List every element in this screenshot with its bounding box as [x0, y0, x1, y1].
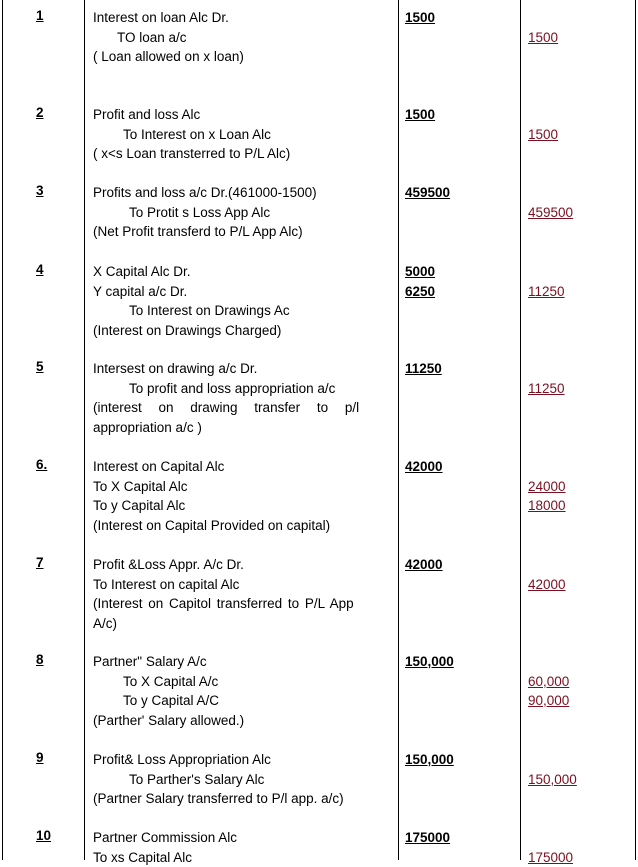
- border-left: [2, 0, 3, 860]
- credit-value: [528, 652, 569, 672]
- particular-line: To Interest on capital Alc: [93, 575, 393, 595]
- particulars: [93, 652, 393, 730]
- particular-line: Profit& Loss Appropriation Alc: [93, 750, 393, 770]
- credit-value: 1500: [528, 28, 558, 48]
- credit-value: [528, 183, 573, 203]
- particulars: [93, 828, 393, 867]
- particular-line: To Interest on Drawings Ac: [93, 301, 393, 321]
- particular-line: (Parther' Salary allowed.): [93, 711, 393, 731]
- debit-value: 175000: [405, 828, 450, 848]
- particular-line: Profit &Loss Appr. A/c Dr.: [93, 555, 393, 575]
- particular-line: To X Capital A/c: [93, 672, 393, 692]
- credit-amount: [528, 262, 565, 301]
- debit-amount: [405, 828, 450, 848]
- particular-line: appropriation a/c ): [93, 418, 393, 438]
- credit-value: 42000: [528, 575, 566, 595]
- debit-value: 459500: [405, 183, 450, 203]
- particular-line: (Interest on Drawings Charged): [93, 321, 393, 341]
- particular-line: To profit and loss appropriation a/c: [93, 379, 393, 399]
- particulars: [93, 457, 393, 535]
- particular-line: A/c): [93, 614, 393, 634]
- credit-value: [528, 750, 577, 770]
- credit-value: 24000: [528, 477, 566, 497]
- credit-value: 1500: [528, 125, 558, 145]
- particular-line: (Net Profit transferd to P/L App Alc): [93, 222, 393, 242]
- credit-value: 60,000: [528, 672, 569, 692]
- particulars: [93, 105, 393, 164]
- particular-line: Partner Commission Alc: [93, 828, 393, 848]
- debit-amount: [405, 457, 443, 477]
- entry-number: 4: [36, 262, 44, 277]
- particular-line: To xs Capital Alc: [93, 848, 393, 867]
- debit-value: 42000: [405, 457, 443, 477]
- particulars: [93, 183, 393, 242]
- particular-line: To X Capital Alc: [93, 477, 393, 497]
- particular-line: To Parther's Salary Alc: [93, 770, 393, 790]
- credit-value: [528, 457, 566, 477]
- particular-line: TO loan a/c: [93, 28, 393, 48]
- particular-line: Y capital a/c Dr.: [93, 282, 393, 302]
- credit-amount: [528, 8, 558, 47]
- credit-value: [528, 828, 573, 848]
- particulars: [93, 359, 393, 437]
- particular-line: Profit and loss Alc: [93, 105, 393, 125]
- debit-value: 1500: [405, 105, 435, 125]
- debit-value: 11250: [405, 359, 442, 379]
- debit-value: 6250: [405, 282, 435, 302]
- particular-line: Partner" Salary A/c: [93, 652, 393, 672]
- particular-line: Interest on loan Alc Dr.: [93, 8, 393, 28]
- particulars: [93, 262, 393, 340]
- credit-value: [528, 359, 565, 379]
- particulars: [93, 555, 393, 633]
- particular-line: Interest on Capital Alc: [93, 457, 393, 477]
- debit-value: 5000: [405, 262, 435, 282]
- credit-value: 18000: [528, 496, 566, 516]
- column-divider-3: [520, 0, 521, 860]
- debit-amount: [405, 183, 450, 203]
- particular-line: ( x<s Loan transterred to P/L Alc): [93, 144, 393, 164]
- debit-amount: [405, 262, 435, 301]
- credit-amount: [528, 105, 558, 144]
- credit-value: 175000: [528, 848, 573, 867]
- debit-amount: [405, 105, 435, 125]
- credit-amount: [528, 183, 573, 222]
- particular-line: X Capital Alc Dr.: [93, 262, 393, 282]
- credit-value: [528, 555, 566, 575]
- debit-amount: [405, 359, 442, 379]
- credit-amount: [528, 359, 565, 398]
- credit-amount: [528, 828, 573, 867]
- entry-number: 7: [36, 555, 44, 570]
- entry-number: 1: [36, 8, 44, 23]
- credit-amount: [528, 750, 577, 789]
- debit-value: 150,000: [405, 750, 454, 770]
- entry-number: 5: [36, 359, 44, 374]
- particular-line: (interest on drawing transfer to p/l: [93, 398, 393, 418]
- credit-amount: [528, 457, 566, 516]
- credit-value: 11250: [528, 282, 565, 302]
- particulars: [93, 750, 393, 809]
- particulars: [93, 8, 393, 67]
- particular-line: (Partner Salary transferred to P/l app. a/c): [93, 789, 393, 809]
- credit-value: [528, 105, 558, 125]
- particular-line: Profits and loss a/c Dr.(461000-1500): [93, 183, 393, 203]
- entry-number: 6.: [36, 457, 47, 472]
- border-right: [635, 0, 636, 860]
- credit-value: [528, 262, 565, 282]
- credit-value: 90,000: [528, 691, 569, 711]
- entry-number: 8: [36, 652, 44, 667]
- entry-number: 3: [36, 183, 44, 198]
- column-divider-2: [398, 0, 399, 860]
- particular-line: (Interest on Capitol transferred to P/L App: [93, 594, 393, 614]
- column-divider-1: [84, 0, 85, 860]
- particular-line: To y Capital Alc: [93, 496, 393, 516]
- credit-value: 459500: [528, 203, 573, 223]
- debit-amount: [405, 555, 443, 575]
- particular-line: To y Capital A/C: [93, 691, 393, 711]
- particular-line: To Protit s Loss App Alc: [93, 203, 393, 223]
- entry-number: 10: [36, 828, 51, 843]
- debit-amount: [405, 8, 435, 28]
- particular-line: Intersest on drawing a/c Dr.: [93, 359, 393, 379]
- credit-amount: [528, 652, 569, 711]
- particular-line: (Interest on Capital Provided on capital): [93, 516, 393, 536]
- credit-amount: [528, 555, 566, 594]
- credit-value: 11250: [528, 379, 565, 399]
- debit-amount: [405, 652, 454, 672]
- particular-line: ( Loan allowed on x loan): [93, 47, 393, 67]
- credit-value: 150,000: [528, 770, 577, 790]
- particular-line: To Interest on x Loan Alc: [93, 125, 393, 145]
- entry-number: 2: [36, 105, 44, 120]
- credit-value: [528, 8, 558, 28]
- debit-amount: [405, 750, 454, 770]
- entry-number: 9: [36, 750, 44, 765]
- debit-value: 42000: [405, 555, 443, 575]
- debit-value: 150,000: [405, 652, 454, 672]
- debit-value: 1500: [405, 8, 435, 28]
